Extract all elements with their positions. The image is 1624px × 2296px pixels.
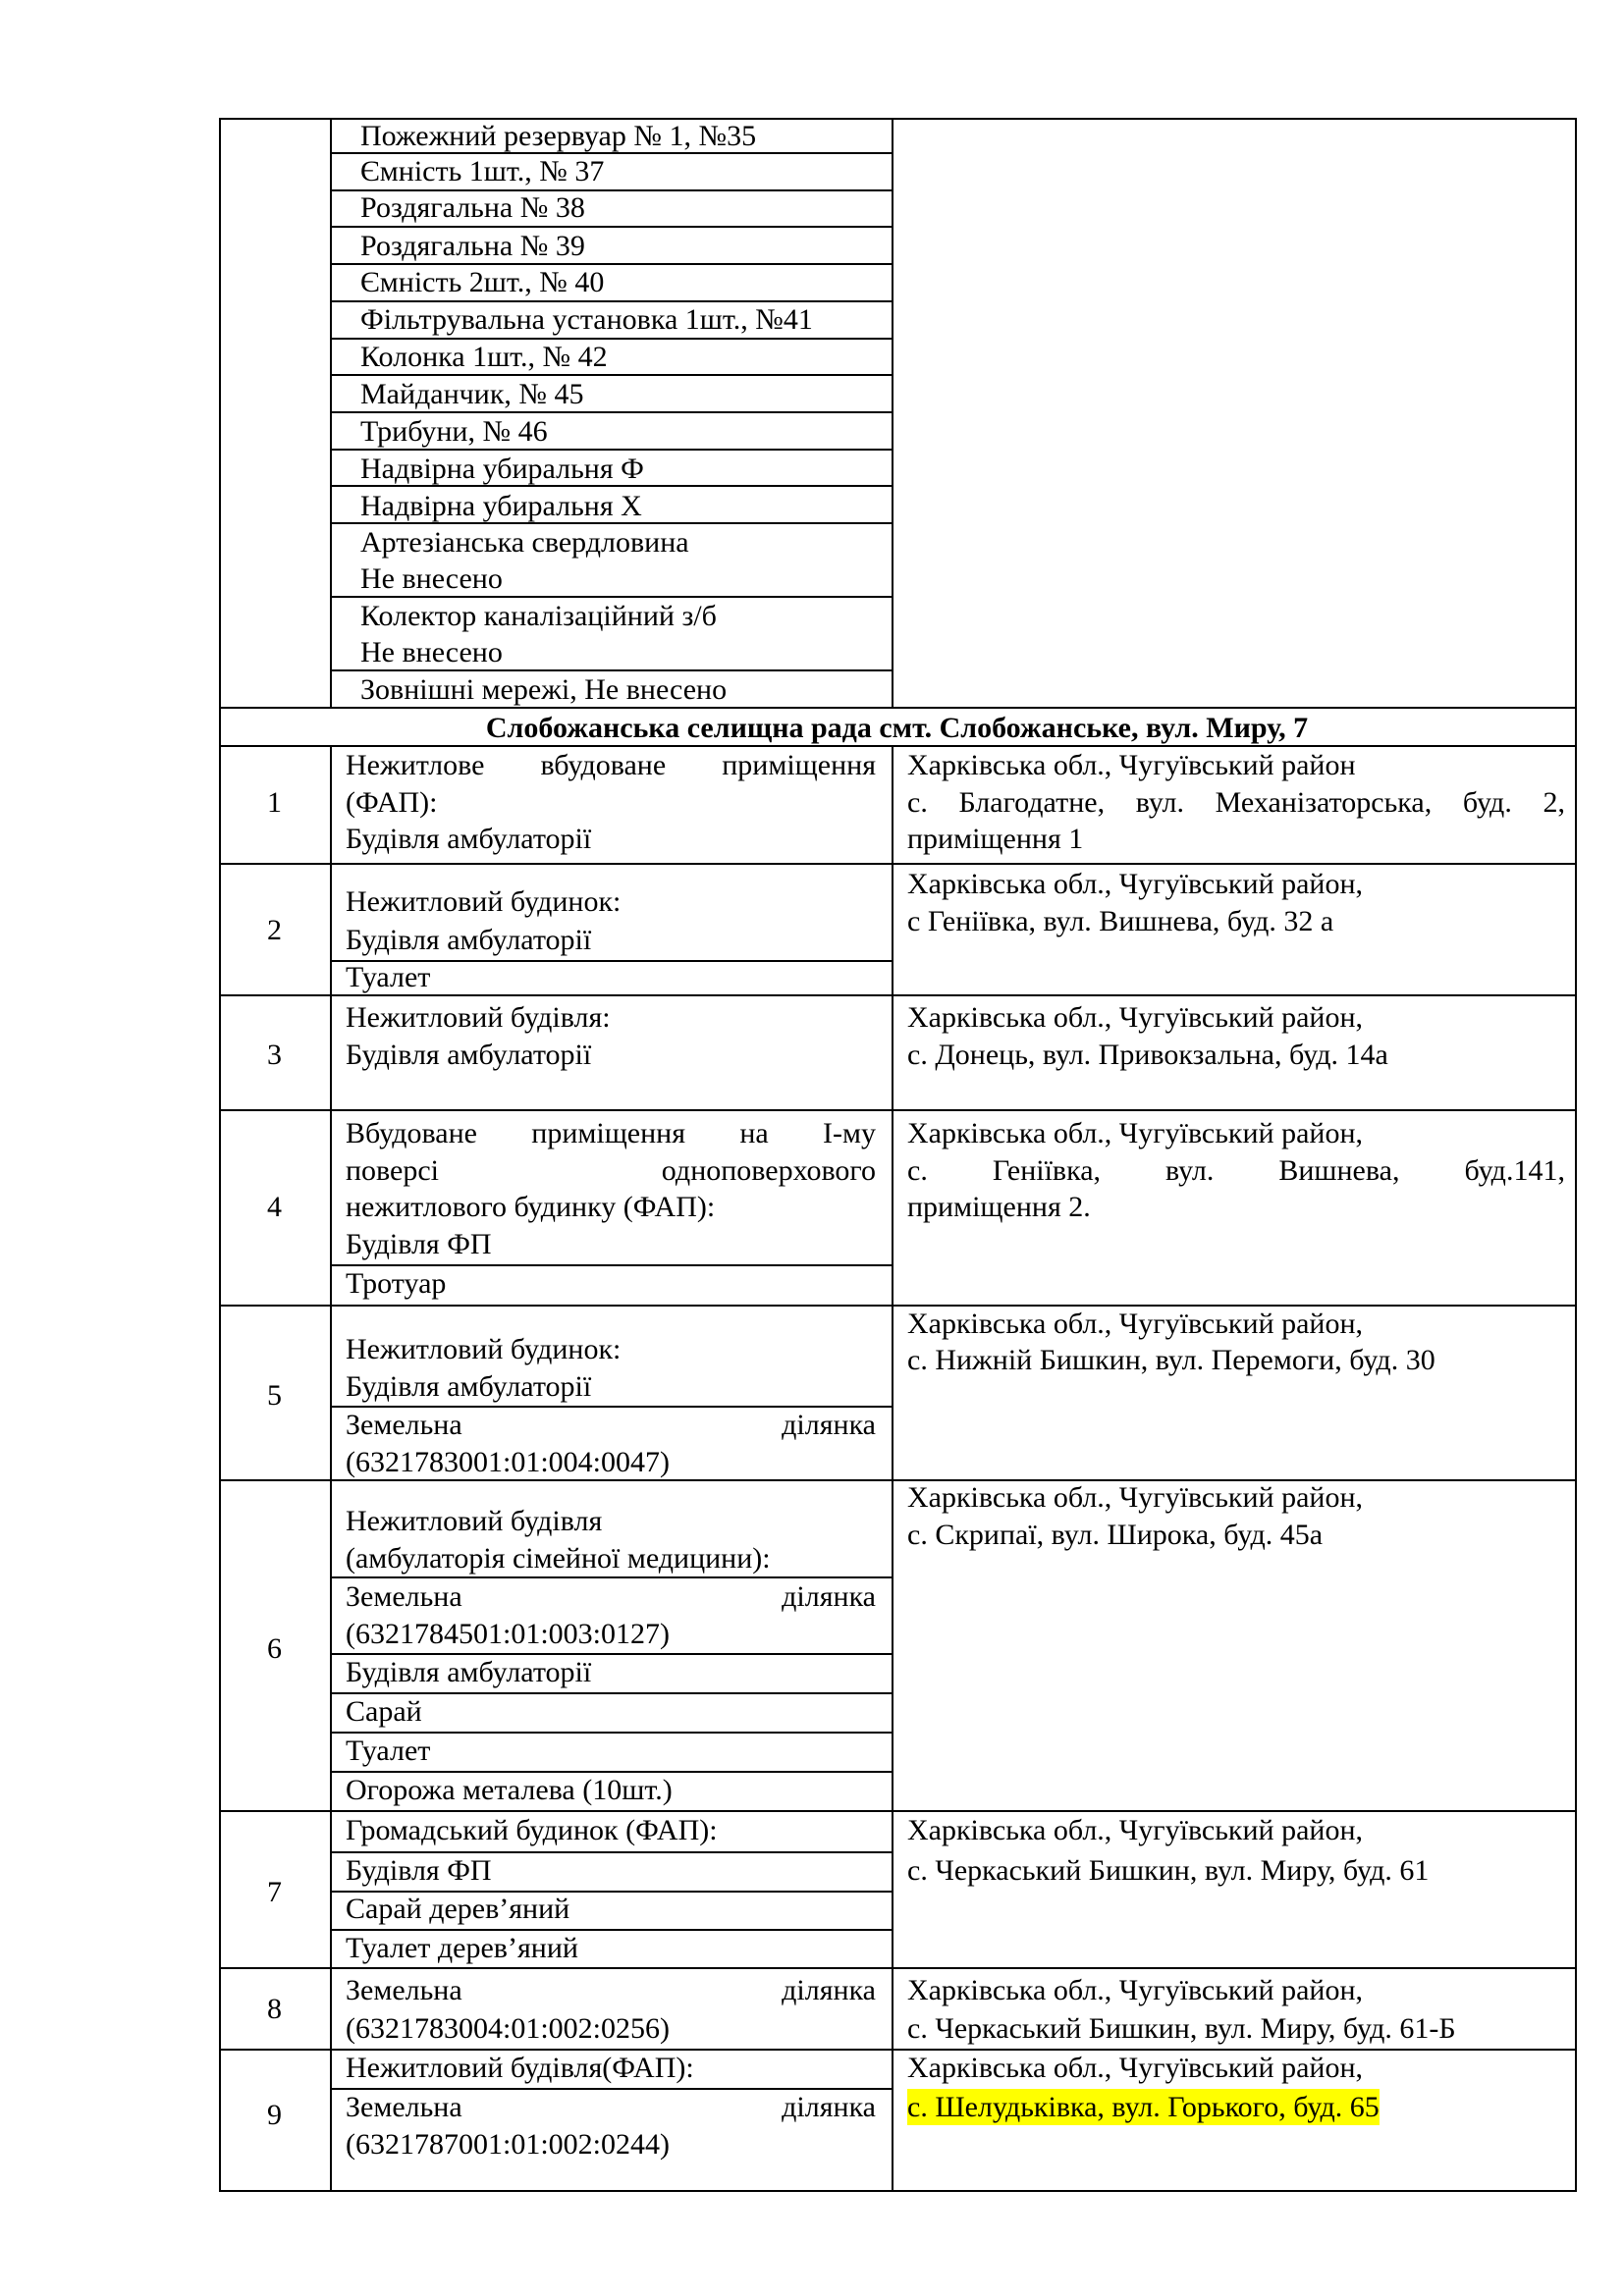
top-list-item: Ємність 1шт., № 37 [360,155,605,187]
table-rule [330,1479,332,1812]
row-address-line: Харківська обл., Чугуївський район, [907,2052,1364,2084]
row-bottom-border [219,1967,1577,1969]
row-description-line: Будівля ФП [346,1228,492,1260]
row-description-line: (6321784501:01:003:0127) [346,1618,670,1650]
row-address-line: с. Черкаський Бишкин, вул. Миру, буд. 61-Б [907,2012,1456,2045]
row-description-line: Нежитловий будинок: [346,1333,622,1365]
row-description-line: (ФАП): [346,786,438,819]
top-list-item: Пожежний резервуар № 1, №35 [360,120,757,152]
row-address-line: Харківська обл., Чугуївський район, [907,1481,1364,1514]
table-rule [892,863,893,996]
top-list-item: Роздягальна № 38 [360,191,585,224]
top-list-item: Колектор каналізаційний з/б [360,600,717,632]
row-description-line: Нежитловий будівля(ФАП): [346,2052,694,2084]
table-rule [330,994,332,1111]
row-description-line: (амбулаторія сімейної медицини): [346,1542,771,1575]
table-rule [892,1967,893,2051]
row-description-line: Тротуар [346,1267,447,1300]
row-description-line: Нежитловий будинок: [346,885,622,918]
row-description-line: Туалет [346,1735,431,1767]
table-rule [892,118,893,709]
top-list-item: Надвірна убиральня Х [360,490,642,522]
row-bottom-border [219,1109,1577,1111]
row-description-line: Громадський будинок (ФАП): [346,1814,718,1846]
row-address-line: Харківська обл., Чугуївський район, [907,868,1364,900]
table-rule [892,745,893,865]
top-list-item: Майданчик, № 45 [360,378,584,410]
row-address-line: Харківська обл., Чугуївський район, [907,1814,1364,1846]
top-list-item: Колонка 1шт., № 42 [360,341,608,373]
row-address-highlighted: с. Шелудьківка, вул. Горького, буд. 65 [907,2091,1380,2123]
top-list-item: Артезіанська свердловина [360,526,689,559]
row-address-line: с Геніївка, вул. Вишнева, буд. 32 а [907,905,1334,937]
row-description-line: Земельна ділянка [346,2091,876,2123]
table-rule [892,1810,893,1969]
row-number: 5 [267,1379,282,1412]
row-description-line: (6321787001:01:002:0244) [346,2128,670,2161]
row-description-line: Сарай дерев’яний [346,1893,570,1925]
row-bottom-border [219,1305,1577,1307]
row-address-line: приміщення 1 [907,823,1084,855]
row-number: 7 [267,1876,282,1908]
table-rule [892,994,893,1111]
row-address-line: с. Благодатне, вул. Механізаторська, буд. 2, [907,786,1565,819]
row-description-line: (6321783001:01:004:0047) [346,1446,670,1478]
table-rule [330,1109,332,1307]
row-description-line: нежитлового будинку (ФАП): [346,1191,716,1223]
table-rule [892,1109,893,1307]
table-rule [330,1810,332,1969]
top-list-item: Фільтрувальна установка 1шт., №41 [360,303,813,336]
row-description-line: Будівля амбулаторії [346,823,592,855]
row-description-line: Сарай [346,1695,422,1728]
row-address-line: Харківська обл., Чугуївський район, [907,1974,1364,2006]
row-description-line: Земельна ділянка [346,1409,876,1441]
row-description-line: Нежитловий будівля: [346,1001,611,1034]
table-rule [330,1305,332,1481]
table-rule [892,1479,893,1812]
row-number: 2 [267,914,282,946]
top-list-item: Роздягальна № 39 [360,230,585,262]
top-list-item: Не внесено [360,562,503,595]
row-description-line: Будівля амбулаторії [346,1039,592,1071]
top-list-item: Зовнішні мережі, Не внесено [360,673,728,706]
row-description-line: Будівля ФП [346,1854,492,1887]
table-rule [330,745,332,865]
row-description-line: поверсі одноповерхового [346,1154,876,1187]
table-rule [330,1967,332,2051]
row-address-line: с. Нижній Бишкин, вул. Перемоги, буд. 30 [907,1344,1435,1376]
row-number: 4 [267,1191,282,1223]
table-left-border [219,118,221,2192]
row-description-line: Будівля амбулаторії [346,1370,592,1403]
row-bottom-border [219,2190,1577,2192]
row-bottom-border [219,863,1577,865]
row-description-line: Будівля амбулаторії [346,1656,592,1688]
row-description-line: Нежитлове вбудоване приміщення [346,749,876,781]
row-address-line: Харківська обл., Чугуївський район, [907,1308,1364,1340]
row-description-line: Огорожа металева (10шт.) [346,1774,673,1806]
row-number: 9 [267,2099,282,2131]
row-address-line: с. Скрипаї, вул. Широка, буд. 45а [907,1519,1324,1551]
top-list-item: Трибуни, № 46 [360,415,548,448]
table-rule [892,2049,893,2192]
row-description-line: Земельна ділянка [346,1974,876,2006]
top-list-item: Надвірна убиральня Ф [360,453,644,485]
table-right-border [1575,118,1577,2192]
row-description-line: Вбудоване приміщення на І-му [346,1117,876,1149]
row-address-line: приміщення 2. [907,1191,1091,1223]
row-address-line: с. Донець, вул. Привокзальна, буд. 14а [907,1039,1388,1071]
row-address-line: Харківська обл., Чугуївський район [907,749,1356,781]
top-list-item: Ємність 2шт., № 40 [360,266,605,298]
top-list-item: Не внесено [360,636,503,668]
row-description-line: Будівля амбулаторії [346,924,592,956]
table-rule [330,863,332,996]
section-title: Слобожанська селищна рада смт. Слобожанське, вул. Миру, 7 [485,712,1309,744]
row-number: 3 [267,1039,282,1071]
table-rule [330,2049,332,2192]
row-description-line: (6321783004:01:002:0256) [346,2012,670,2045]
row-description-line: Туалет [346,961,431,993]
row-address-line: с. Черкаський Бишкин, вул. Миру, буд. 61 [907,1854,1430,1887]
row-description-line: Туалет дерев’яний [346,1932,578,1964]
row-number: 1 [267,786,282,819]
row-number: 8 [267,1993,282,2025]
table-rule [330,118,332,709]
row-address-line: Харківська обл., Чугуївський район, [907,1117,1364,1149]
row-description-line: Земельна ділянка [346,1580,876,1613]
row-description-line: Нежитловий будівля [346,1505,603,1537]
row-address-line: Харківська обл., Чугуївський район, [907,1001,1364,1034]
row-number: 6 [267,1632,282,1665]
row-address-line: с. Геніївка, вул. Вишнева, буд.141, [907,1154,1565,1187]
table-rule [892,1305,893,1481]
